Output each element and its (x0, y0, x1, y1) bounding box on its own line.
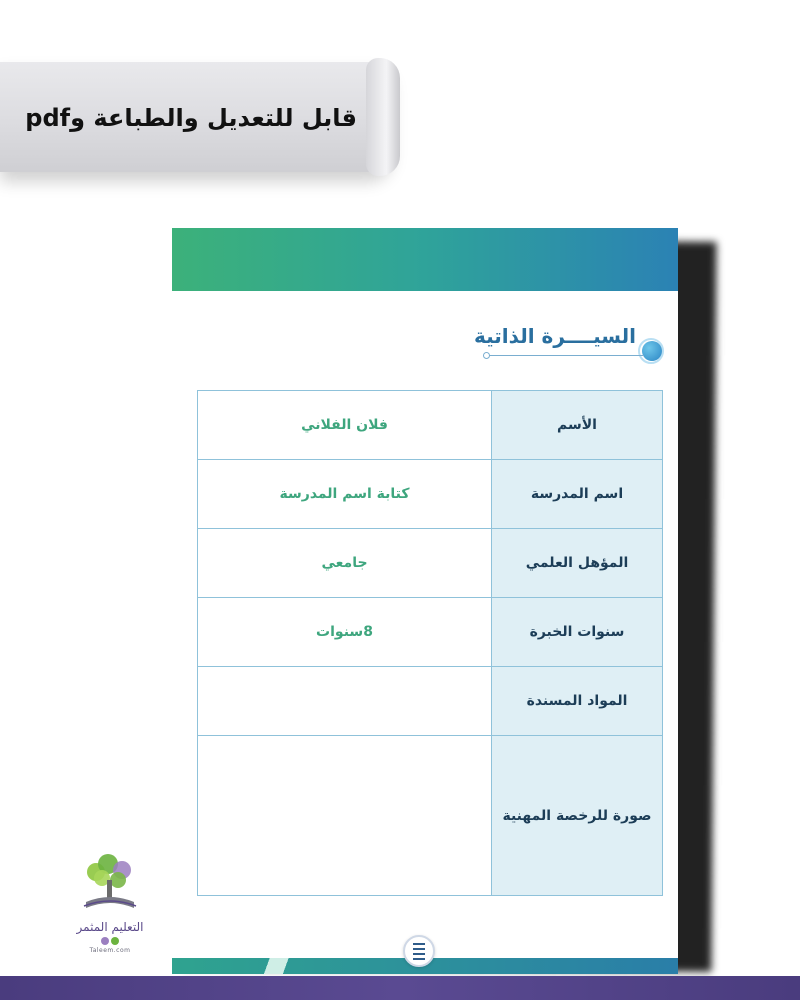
row-value[interactable]: فلان الفلاني (198, 391, 492, 460)
menu-lines-icon (413, 941, 425, 961)
table-row (198, 391, 663, 460)
logo-site: Taleem.com (89, 947, 131, 954)
row-label: المؤهل العلمي (492, 529, 663, 598)
page-footer-accent (232, 958, 352, 974)
menu-button[interactable] (403, 935, 435, 967)
title-underline-end (483, 352, 490, 359)
brand-logo (70, 848, 150, 964)
row-label: اسم المدرسة (492, 460, 663, 529)
row-value[interactable] (198, 667, 492, 736)
page-header-bar (172, 228, 678, 291)
row-label: المواد المسندة (492, 667, 663, 736)
table-row (198, 667, 663, 736)
page-title: السيــــرة الذاتية (473, 324, 636, 348)
cv-table (197, 390, 663, 896)
title-dot-icon (642, 341, 662, 361)
table-row (198, 460, 663, 529)
row-label: صورة للرخصة المهنية (492, 736, 663, 896)
logo-dots-icon (70, 937, 150, 945)
table-row (198, 598, 663, 667)
row-value[interactable]: 8سنوات (198, 598, 492, 667)
logo-name: التعليم المثمر (76, 920, 144, 934)
document-page (172, 228, 678, 974)
table-row (198, 736, 663, 896)
title-underline (488, 355, 644, 356)
row-value[interactable] (198, 736, 492, 896)
table-row (198, 529, 663, 598)
banner-text: قابل للتعديل والطباعة وpdf (25, 104, 357, 132)
row-label: سنوات الخبرة (492, 598, 663, 667)
row-value[interactable]: كتابة اسم المدرسة (198, 460, 492, 529)
row-label: الأسم (492, 391, 663, 460)
row-value[interactable]: جامعي (198, 529, 492, 598)
tree-book-icon (70, 848, 150, 918)
bottom-bar (0, 976, 800, 1000)
